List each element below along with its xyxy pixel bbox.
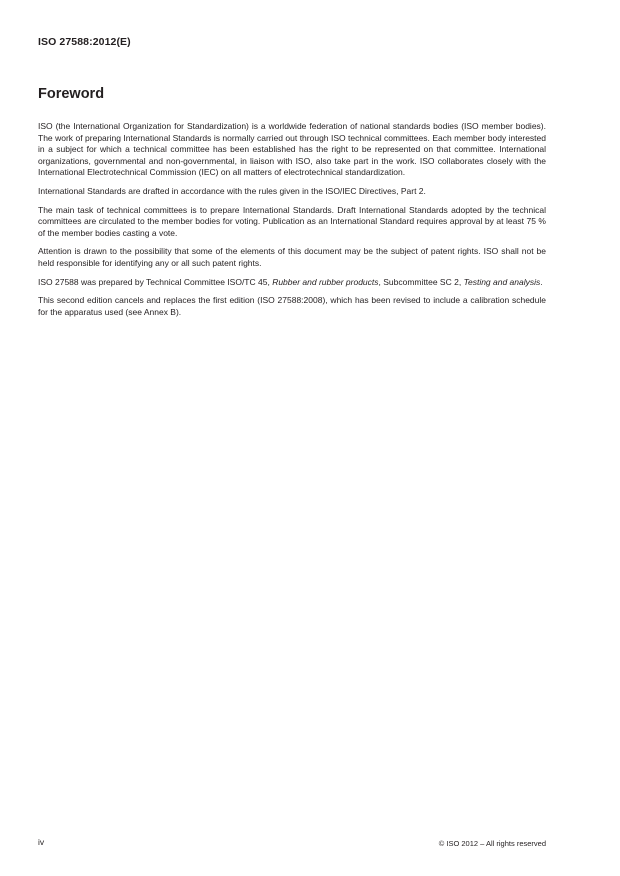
prepared-by-text-2: , Subcommittee SC 2,: [378, 276, 464, 287]
prepared-by-text-3: .: [540, 276, 543, 287]
paragraph-edition: This second edition cancels and replaces the first edition (ISO 27588:2008), which has been revised to include a calibration schedule for the apparatus used (see Annex B).: [38, 295, 546, 317]
prepared-by-text-1: ISO 27588 was prepared by Technical Committee ISO/TC 45,: [38, 276, 273, 287]
paragraph-technical-committees: The main task of technical committees is to prepare International Standards. Draft International Standards adopted by the technical committees are circulated to the member bodies for voting. Publication as an International Standard requires approval by at least 75 % of the member bodies casting a vote.: [38, 204, 546, 238]
committee-name: Rubber and rubber products: [272, 276, 379, 287]
copyright-notice: © ISO 2012 – All rights reserved: [438, 839, 546, 848]
subcommittee-name: Testing and analysis: [463, 276, 541, 287]
paragraph-patent-rights: Attention is drawn to the possibility that some of the elements of this document may be the subject of patent rights. ISO shall not be held responsible for identifying any or all such patent rights.: [38, 246, 546, 268]
document-identifier: ISO 27588:2012(E): [38, 36, 131, 48]
paragraph-directives: International Standards are drafted in accordance with the rules given in the ISO/IEC Directives, Part 2.: [38, 185, 426, 196]
section-title: Foreword: [38, 86, 105, 102]
paragraph-prepared-by: [38, 277, 546, 289]
foreword-body: [38, 121, 546, 325]
page-number: iv: [38, 837, 45, 847]
paragraph-organization: ISO (the International Organization for Standardization) is a worldwide federation of national standards bodies (ISO member bodies). The work of preparing International Standards is normally carried out through ISO technical committees. Each member body interested in a subject for which a technical committee has been established has the right to be represented on that committee. International organizations, governmental and non-governmental, in liaison with ISO, also take part in the work. ISO collaborates closely with the International Electrotechnical Commission (IEC) on all matters of electrotechnical standardization.: [38, 121, 546, 178]
